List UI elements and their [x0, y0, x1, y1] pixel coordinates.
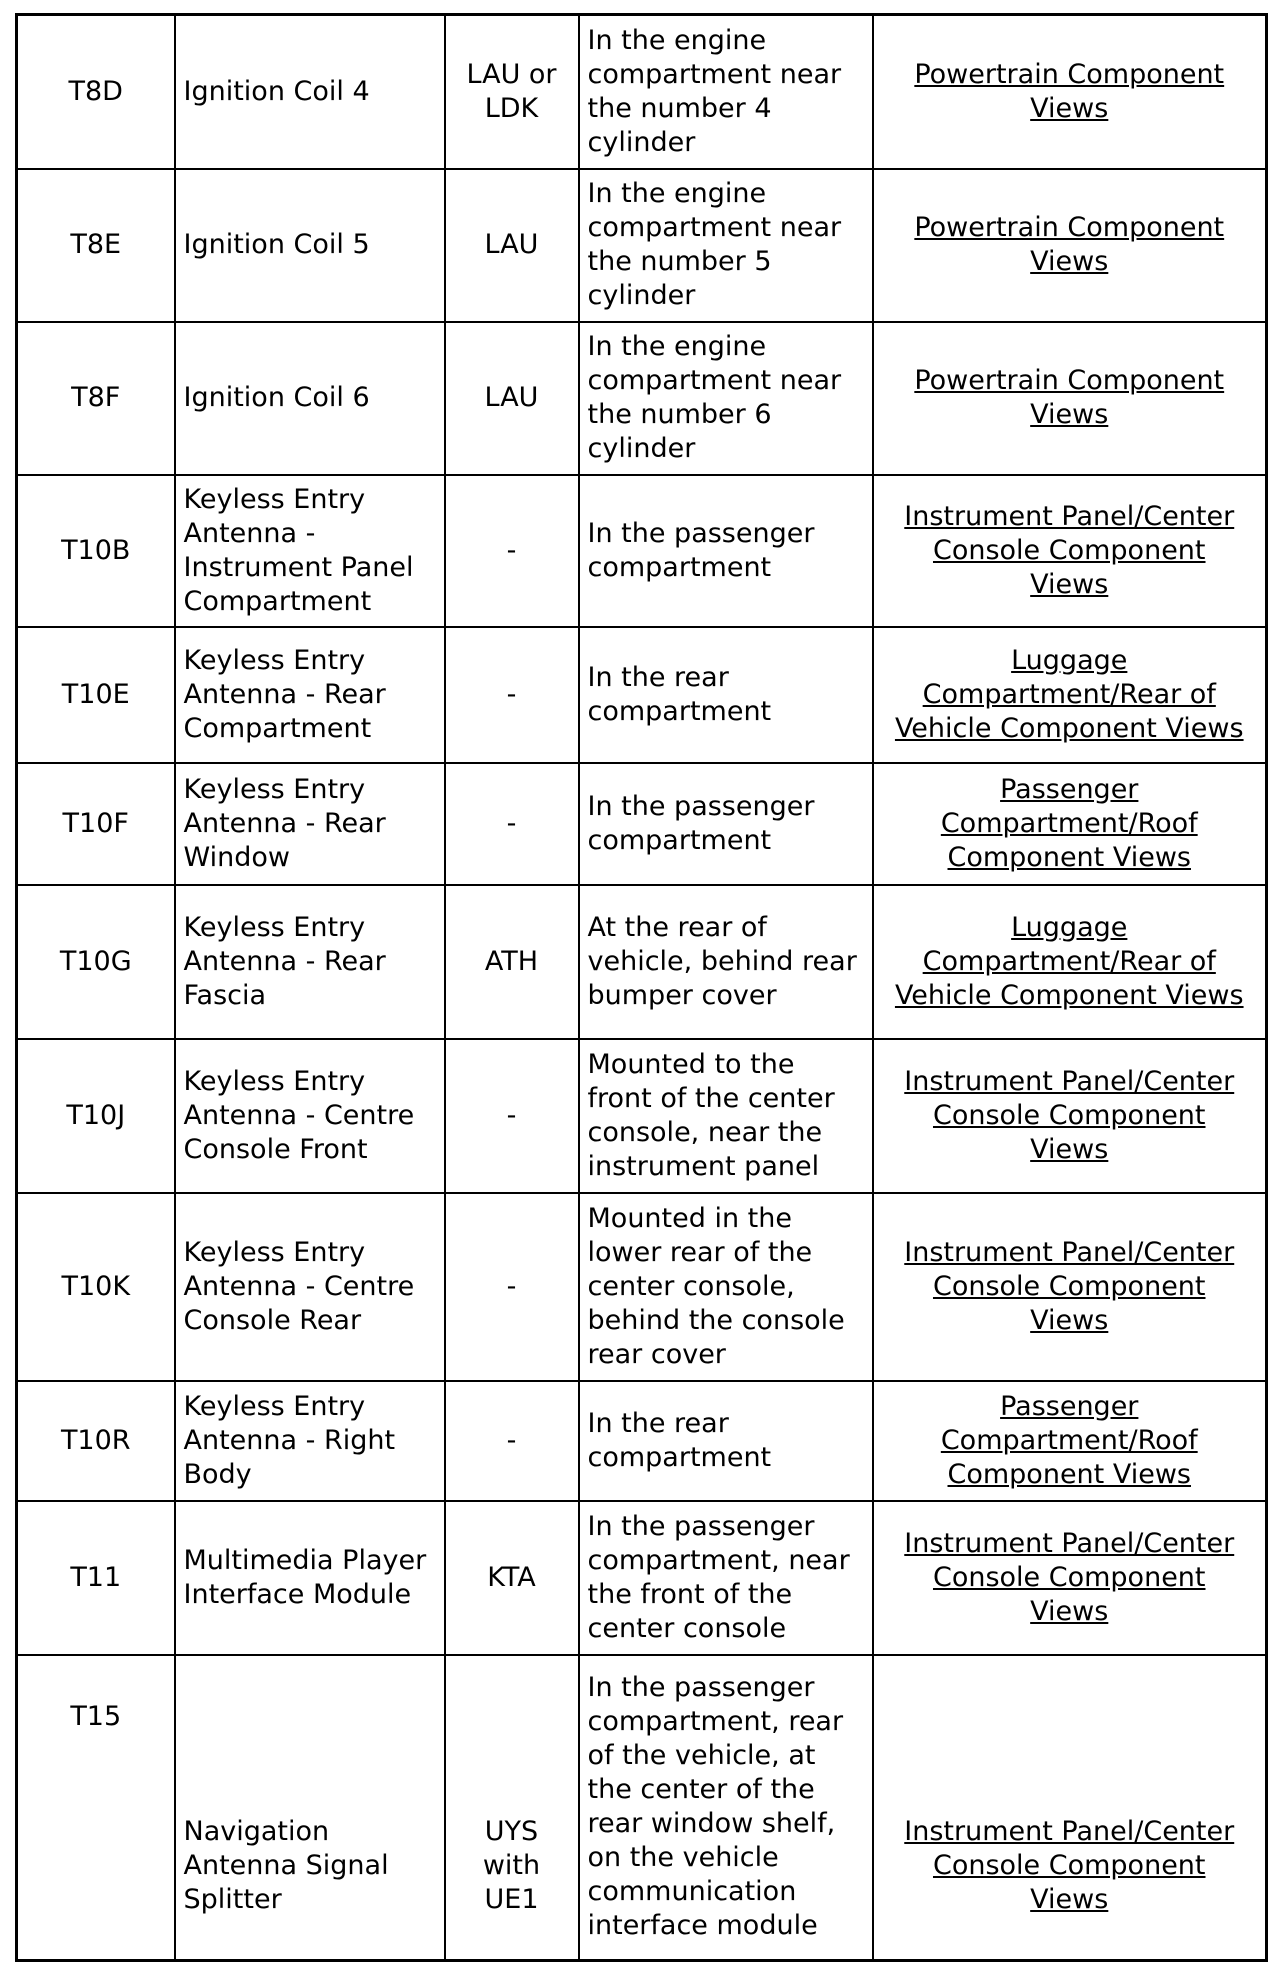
table-row [17, 1193, 1267, 1381]
option-code: LAU [445, 322, 579, 475]
table-row [17, 627, 1267, 763]
component-name: Multimedia Player Interface Module [175, 1501, 445, 1655]
option-code: - [445, 1039, 579, 1193]
component-name: Keyless Entry Antenna - Right Body [175, 1381, 445, 1501]
table-row [17, 1501, 1267, 1655]
table-row [17, 475, 1267, 627]
component-name: Keyless Entry Antenna - Rear Window [175, 763, 445, 885]
component-location: In the rear compartment [579, 627, 873, 763]
table-row [17, 763, 1267, 885]
option-code: - [445, 1381, 579, 1501]
view-link-cell [873, 1381, 1267, 1501]
component-location: Mounted in the lower rear of the center console, behind the console rear cover [579, 1193, 873, 1381]
component-name: Keyless Entry Antenna - Rear Fascia [175, 885, 445, 1039]
connector-code: T10K [17, 1193, 175, 1381]
option-code: - [445, 627, 579, 763]
view-link-cell [873, 1193, 1267, 1381]
view-link-cell [873, 1655, 1267, 1961]
component-name: Navigation Antenna Signal Splitter [175, 1655, 445, 1961]
component-name: Keyless Entry Antenna - Rear Compartment [175, 627, 445, 763]
component-name: Ignition Coil 6 [175, 322, 445, 475]
connector-code: T10G [17, 885, 175, 1039]
view-link-cell [873, 15, 1267, 169]
table-row [17, 1381, 1267, 1501]
view-link-cell [873, 1039, 1267, 1193]
component-view-link[interactable]: Instrument Panel/Center Console Component Views [904, 1816, 1235, 1915]
component-view-link[interactable]: Instrument Panel/Center Console Component Views [904, 1236, 1235, 1336]
view-link-cell [873, 169, 1267, 322]
component-view-link[interactable]: Instrument Panel/Center Console Component Views [904, 500, 1235, 600]
component-view-link[interactable]: Powertrain Component Views [914, 212, 1225, 277]
option-code: KTA [445, 1501, 579, 1655]
component-name: Keyless Entry Antenna - Instrument Panel Compartment [175, 475, 445, 627]
option-code: LAU [445, 169, 579, 322]
component-location: In the rear compartment [579, 1381, 873, 1501]
connector-code: T10F [17, 763, 175, 885]
option-code: - [445, 475, 579, 627]
connector-code: T10J [17, 1039, 175, 1193]
table-row [17, 15, 1267, 169]
table-row [17, 1655, 1267, 1961]
option-code: - [445, 763, 579, 885]
connector-code: T10B [17, 475, 175, 627]
component-location: In the engine compartment near the number 4 cylinder [579, 15, 873, 169]
option-code: LAU or LDK [445, 15, 579, 169]
table-row [17, 1039, 1267, 1193]
table-row [17, 322, 1267, 475]
view-link-cell [873, 763, 1267, 885]
connector-code: T10E [17, 627, 175, 763]
component-name: Keyless Entry Antenna - Centre Console Rear [175, 1193, 445, 1381]
component-location: In the passenger compartment [579, 763, 873, 885]
view-link-cell [873, 1501, 1267, 1655]
connector-code: T11 [17, 1501, 175, 1655]
table-row [17, 885, 1267, 1039]
table-row [17, 169, 1267, 322]
view-link-cell [873, 627, 1267, 763]
connector-code: T8F [17, 322, 175, 475]
component-location: In the engine compartment near the number 5 cylinder [579, 169, 873, 322]
component-view-link[interactable]: Luggage Compartment/Rear of Vehicle Component Views [894, 911, 1244, 1011]
component-view-link[interactable]: Powertrain Component Views [914, 58, 1225, 124]
component-location: In the passenger compartment, near the front of the center console [579, 1501, 873, 1655]
connector-code: T8D [17, 15, 175, 169]
component-view-link[interactable]: Luggage Compartment/Rear of Vehicle Component Views [894, 644, 1244, 744]
option-code: - [445, 1193, 579, 1381]
component-view-link[interactable]: Passenger Compartment/Roof Component Views [940, 773, 1198, 873]
view-link-cell [873, 885, 1267, 1039]
connector-code: T10R [17, 1381, 175, 1501]
option-code: ATH [445, 885, 579, 1039]
component-view-link[interactable]: Instrument Panel/Center Console Component Views [904, 1065, 1235, 1165]
component-view-link[interactable]: Instrument Panel/Center Console Component Views [904, 1527, 1235, 1627]
component-location: In the passenger compartment, rear of the vehicle, at the center of the rear window shelf, on the vehicle communication interface module [579, 1655, 873, 1961]
component-name: Keyless Entry Antenna - Centre Console Front [175, 1039, 445, 1193]
component-location: Mounted to the front of the center console, near the instrument panel [579, 1039, 873, 1193]
view-link-cell [873, 475, 1267, 627]
component-view-link[interactable]: Powertrain Component Views [914, 365, 1225, 430]
option-code: UYS with UE1 [445, 1655, 579, 1961]
component-location: In the engine compartment near the number 6 cylinder [579, 322, 873, 475]
component-view-link[interactable]: Passenger Compartment/Roof Component Views [940, 1390, 1198, 1490]
component-locator-table [15, 13, 1268, 1962]
component-name: Ignition Coil 4 [175, 15, 445, 169]
component-location: At the rear of vehicle, behind rear bumper cover [579, 885, 873, 1039]
component-location: In the passenger compartment [579, 475, 873, 627]
component-name: Ignition Coil 5 [175, 169, 445, 322]
view-link-cell [873, 322, 1267, 475]
connector-code: T15 [17, 1655, 175, 1961]
connector-code: T8E [17, 169, 175, 322]
